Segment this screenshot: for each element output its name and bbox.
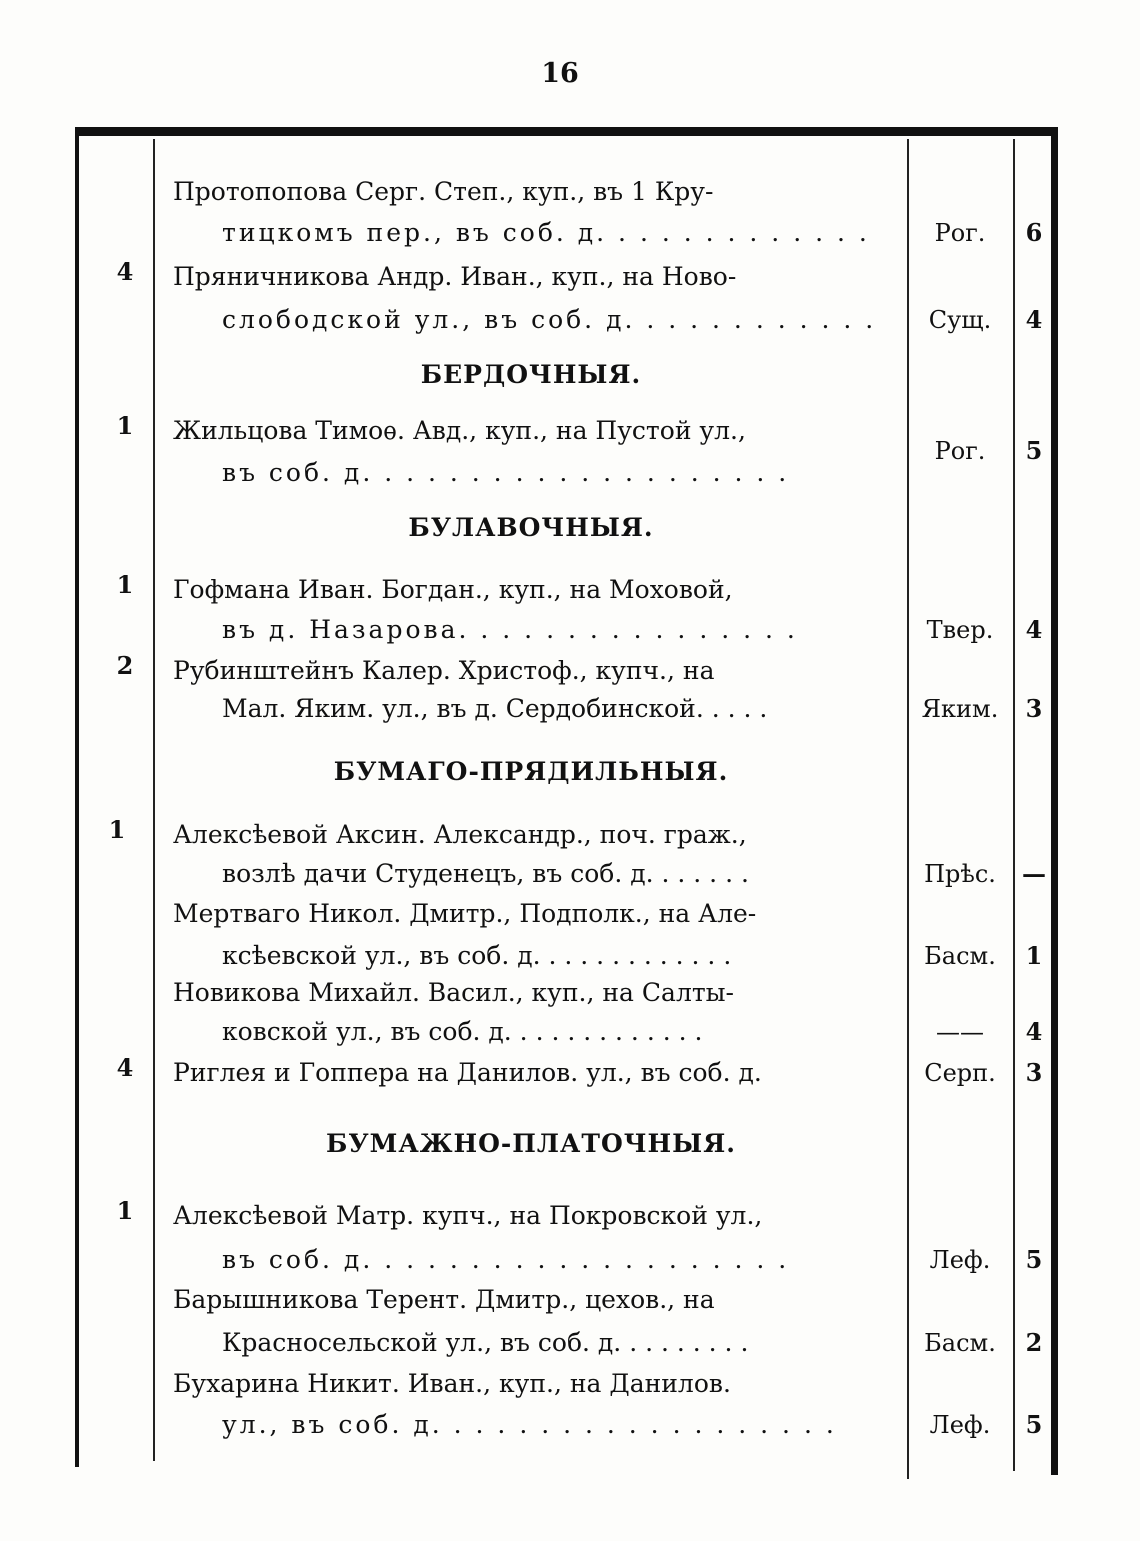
list-item-continuation xyxy=(0,1323,1140,1363)
district-label: Сущ. xyxy=(928,306,992,334)
entry-line1: Мертваго Никол. Дмитр., Подполк., на Але- xyxy=(173,899,757,928)
entry-line2: ковской ул., въ соб. д. . . . . . . . . . . . . xyxy=(222,1017,703,1046)
count-value: 1 xyxy=(1025,941,1043,970)
list-item xyxy=(0,1053,1140,1093)
district-label: Рог. xyxy=(934,437,986,465)
list-item xyxy=(0,894,1140,934)
count-value: 3 xyxy=(1025,694,1043,723)
count-value: 6 xyxy=(1025,218,1043,247)
district-label: Яким. xyxy=(921,695,999,723)
section-heading: БУЛАВОЧНЫЯ. xyxy=(408,513,654,542)
list-item-continuation xyxy=(0,689,1140,729)
count-value: 4 xyxy=(1025,1017,1043,1046)
page-number: 16 xyxy=(541,58,579,89)
list-item xyxy=(0,257,1140,297)
list-item-continuation xyxy=(0,1405,1140,1445)
list-item-continuation xyxy=(0,453,1140,493)
district-label: Басм. xyxy=(924,942,996,970)
entry-number: 1 xyxy=(108,815,126,844)
entry-line2: въ д. Назарова. . . . . . . . . . . . . . . . xyxy=(222,615,798,644)
entry-number: 2 xyxy=(116,651,134,680)
section-heading: БУМАГО-ПРЯДИЛЬНЫЯ. xyxy=(333,757,729,786)
section-heading-row xyxy=(0,1124,1140,1164)
entry-number: 1 xyxy=(116,411,134,440)
section-heading-row xyxy=(0,355,1140,395)
list-item xyxy=(0,1196,1140,1236)
list-item-continuation xyxy=(0,854,1140,894)
district-label: Басм. xyxy=(924,1329,996,1357)
entry-number: 1 xyxy=(116,1196,134,1225)
entry-number: 1 xyxy=(116,570,134,599)
count-value: 5 xyxy=(1025,1245,1043,1274)
count-value: — xyxy=(1022,859,1046,888)
district-label: Леф. xyxy=(929,1246,991,1274)
district-label: Прѣс. xyxy=(924,860,996,888)
district-label: —— xyxy=(936,1018,984,1046)
list-item-continuation xyxy=(0,1012,1140,1052)
list-item-continuation xyxy=(0,213,1140,253)
entry-line2: Красносельской ул., въ соб. д. . . . . . . . . xyxy=(222,1328,749,1357)
section-heading-row xyxy=(0,508,1140,548)
count-value: 5 xyxy=(1025,436,1043,465)
section-heading: БЕРДОЧНЫЯ. xyxy=(420,360,642,389)
entry-line1: Алексѣевой Аксин. Александр., поч. граж., xyxy=(173,820,747,849)
entry-line1: Новикова Михайл. Васил., куп., на Салты- xyxy=(173,978,734,1007)
list-item-continuation xyxy=(0,1240,1140,1280)
entry-line1: Протопопова Серг. Степ., куп., въ 1 Кру- xyxy=(173,177,714,206)
count-value: 5 xyxy=(1025,1410,1043,1439)
entry-line2: возлѣ дачи Студенецъ, въ соб. д. . . . . . . xyxy=(222,859,749,888)
list-item xyxy=(0,570,1140,610)
list-item xyxy=(0,1364,1140,1404)
section-heading: БУМАЖНО-ПЛАТОЧНЫЯ. xyxy=(326,1129,736,1158)
district-label: Серп. xyxy=(924,1059,996,1087)
entry-line1: Риглея и Гоппера на Данилов. ул., въ соб. д. xyxy=(173,1058,762,1087)
entry-line2: Мал. Яким. ул., въ д. Сердобинской. . . . . xyxy=(222,694,768,723)
entry-line1: Барышникова Терент. Дмитр., цехов., на xyxy=(173,1285,715,1314)
district-label: Леф. xyxy=(929,1411,991,1439)
entry-line2: тицкомъ пер., въ соб. д. . . . . . . . . . . . . xyxy=(222,218,870,247)
entry-line2: въ соб. д. . . . . . . . . . . . . . . . . . . . xyxy=(222,458,790,487)
entry-line2: слободской ул., въ соб. д. . . . . . . . . . . . xyxy=(222,305,877,334)
district-label: Рог. xyxy=(934,219,986,247)
list-item-continuation xyxy=(0,300,1140,340)
entry-line1: Пряничникова Андр. Иван., куп., на Ново- xyxy=(173,262,737,291)
entry-number: 4 xyxy=(116,1053,134,1082)
count-value: 4 xyxy=(1025,305,1043,334)
entry-line2: въ соб. д. . . . . . . . . . . . . . . . . . . . xyxy=(222,1245,790,1274)
entry-line2: ксѣевской ул., въ соб. д. . . . . . . . . . . . . xyxy=(222,941,732,970)
list-item xyxy=(0,973,1140,1013)
entry-line1: Алексѣевой Матр. купч., на Покровской ул., xyxy=(173,1201,763,1230)
section-heading-row xyxy=(0,752,1140,792)
entry-line1: Бухарина Никит. Иван., куп., на Данилов. xyxy=(173,1369,731,1398)
count-value: 4 xyxy=(1025,615,1043,644)
top-rule xyxy=(75,127,1058,136)
list-item xyxy=(0,411,1140,465)
entry-line1: Жильцова Тимоѳ. Авд., куп., на Пустой ул., xyxy=(173,416,746,445)
entry-number: 4 xyxy=(116,257,134,286)
list-item-continuation xyxy=(0,610,1140,650)
list-item-continuation xyxy=(0,936,1140,976)
list-item xyxy=(0,1280,1140,1320)
count-value: 2 xyxy=(1025,1328,1043,1357)
list-item xyxy=(0,172,1140,212)
entry-line1: Рубинштейнъ Калер. Христоф., купч., на xyxy=(173,656,715,685)
district-label: Твер. xyxy=(926,616,994,644)
count-value: 3 xyxy=(1025,1058,1043,1087)
entry-line1: Гофмана Иван. Богдан., куп., на Моховой, xyxy=(173,575,733,604)
list-item xyxy=(0,651,1140,691)
list-item xyxy=(0,815,1140,855)
entry-line2: ул., въ соб. д. . . . . . . . . . . . . . . . . . . xyxy=(222,1410,837,1439)
